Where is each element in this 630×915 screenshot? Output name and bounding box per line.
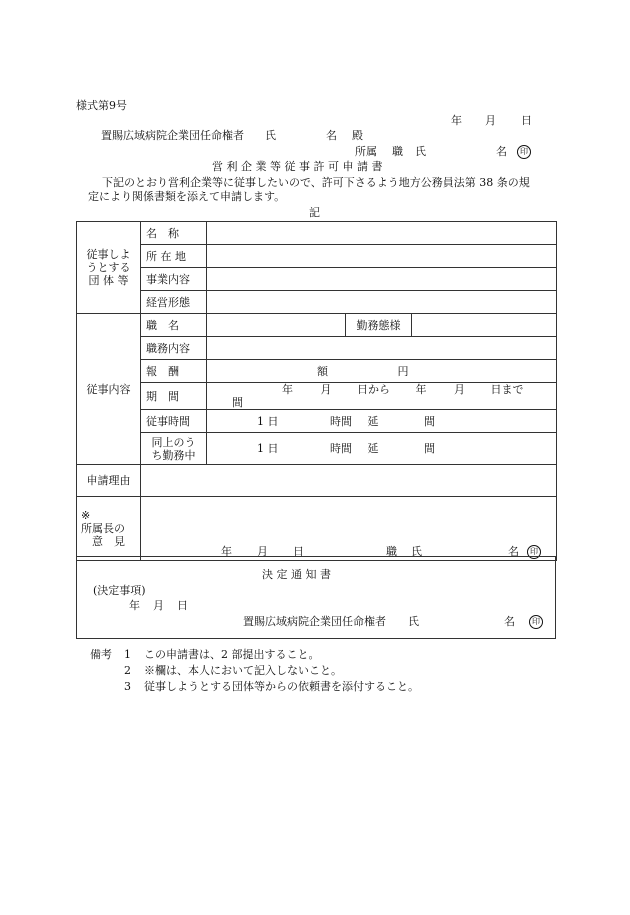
row-shokumei (77, 314, 557, 337)
row-jigyo (77, 268, 557, 291)
row-shokumu (77, 337, 557, 360)
applicant-shoku: 職 (392, 145, 403, 158)
field-shokumu-naiyo[interactable] (207, 337, 557, 360)
field-hoshu[interactable]: 額 円 (207, 360, 557, 383)
field-juji-jikan[interactable]: 1 日 時間 延 間 (207, 410, 557, 433)
addressee-org: 置賜広域病院企業団任命権者 (101, 129, 244, 142)
applicant-seal-icon: 印 (517, 145, 531, 159)
date-month: 月 (485, 114, 496, 127)
row-meisho (77, 222, 557, 245)
applicant-shi: 氏 (415, 145, 426, 158)
decision-authority: 置賜広域病院企業団任命権者 (243, 615, 386, 628)
date-year: 年 (451, 114, 462, 127)
field-shozokucho-iken[interactable]: 年 月 日 職 氏 名 印 (141, 497, 557, 561)
label-jigyo-naiyo: 事業内容 (141, 268, 207, 291)
note-mark: ※ (81, 509, 91, 522)
ki-label: 記 (309, 206, 320, 219)
label-doujou: 同上のう ち勤務中 (141, 433, 207, 465)
decision-seal-icon: 印 (529, 615, 543, 629)
intro-text-1: 下記のとおり営利企業等に従事したいので、許可下さるよう地方公務員法第 38 条の規 (102, 176, 530, 189)
label-shokumei: 職 名 (141, 314, 207, 337)
row-jikan (77, 410, 557, 433)
decision-jikou: (決定事項) (93, 584, 146, 597)
form-number: 様式第9号 (76, 99, 127, 112)
label-shinsei-riyu: 申請理由 (77, 465, 141, 497)
document-title: 営 利 企 業 等 従 事 許 可 申 請 書 (212, 160, 383, 173)
iken-seal-icon: 印 (527, 545, 541, 559)
field-shinsei-riyu[interactable] (141, 465, 557, 497)
field-meisho[interactable] (207, 222, 557, 245)
note-2-text: ※欄は、本人において記入しないこと。 (144, 664, 342, 677)
field-doujou[interactable]: 1 日 時間 延 間 (207, 433, 557, 465)
juji-naiyo-header: 従事内容 (77, 314, 141, 465)
decision-mei: 名 (504, 615, 515, 628)
label-shozokucho-iken: ※ 所属長の 意 見 (77, 497, 141, 561)
applicant-mei: 名 (496, 145, 507, 158)
row-riyu (77, 465, 557, 497)
decision-day: 日 (177, 599, 188, 612)
note-3-text: 従事しようとする団体等からの依頼書を添付すること。 (144, 680, 419, 693)
field-shozaichi[interactable] (207, 245, 557, 268)
decision-title: 決 定 通 知 書 (262, 568, 331, 581)
row-kikan (77, 383, 557, 410)
label-meisho: 名 称 (141, 222, 207, 245)
application-table (76, 221, 557, 561)
label-kikan: 期 間 (141, 383, 207, 410)
row-hoshu (77, 360, 557, 383)
decision-year: 年 (129, 599, 140, 612)
note-2-num: 2 (124, 664, 131, 677)
label-juji-jikan: 従事時間 (141, 410, 207, 433)
row-doujou (77, 433, 557, 465)
decision-month: 月 (153, 599, 164, 612)
field-kikan[interactable]: 年 月 日から 年 月 日まで 間 (207, 383, 557, 410)
decision-notice (76, 556, 556, 639)
field-keiei-keitai[interactable] (207, 291, 557, 314)
label-keiei-keitai: 経営形態 (141, 291, 207, 314)
date-day: 日 (521, 114, 532, 127)
row-keiei (77, 291, 557, 314)
notes-label: 備考 (90, 648, 112, 661)
note-1-num: 1 (124, 648, 131, 661)
label-hoshu: 報 酬 (141, 360, 207, 383)
row-shozaichi (77, 245, 557, 268)
field-jigyo-naiyo[interactable] (207, 268, 557, 291)
label-shokumu-naiyo: 職務内容 (141, 337, 207, 360)
addressee-mei: 名 (326, 129, 337, 142)
field-shokumei[interactable] (207, 314, 346, 337)
row-iken (77, 497, 557, 561)
addressee-shi: 氏 (265, 129, 276, 142)
label-kinmu-taiyo: 勤務態様 (346, 314, 412, 337)
dantai-header: 従事しよ うとする 団 体 等 (77, 222, 141, 314)
note-1-text: この申請書は、2 部提出すること。 (144, 648, 320, 661)
field-kinmu-taiyo[interactable] (412, 314, 557, 337)
applicant-shozoku: 所属 (355, 145, 377, 158)
label-shozaichi: 所 在 地 (141, 245, 207, 268)
decision-shi: 氏 (408, 615, 419, 628)
note-3-num: 3 (124, 680, 131, 693)
addressee-dono: 殿 (352, 129, 363, 142)
intro-text-2: 定により関係書類を添えて申請します。 (88, 190, 286, 203)
